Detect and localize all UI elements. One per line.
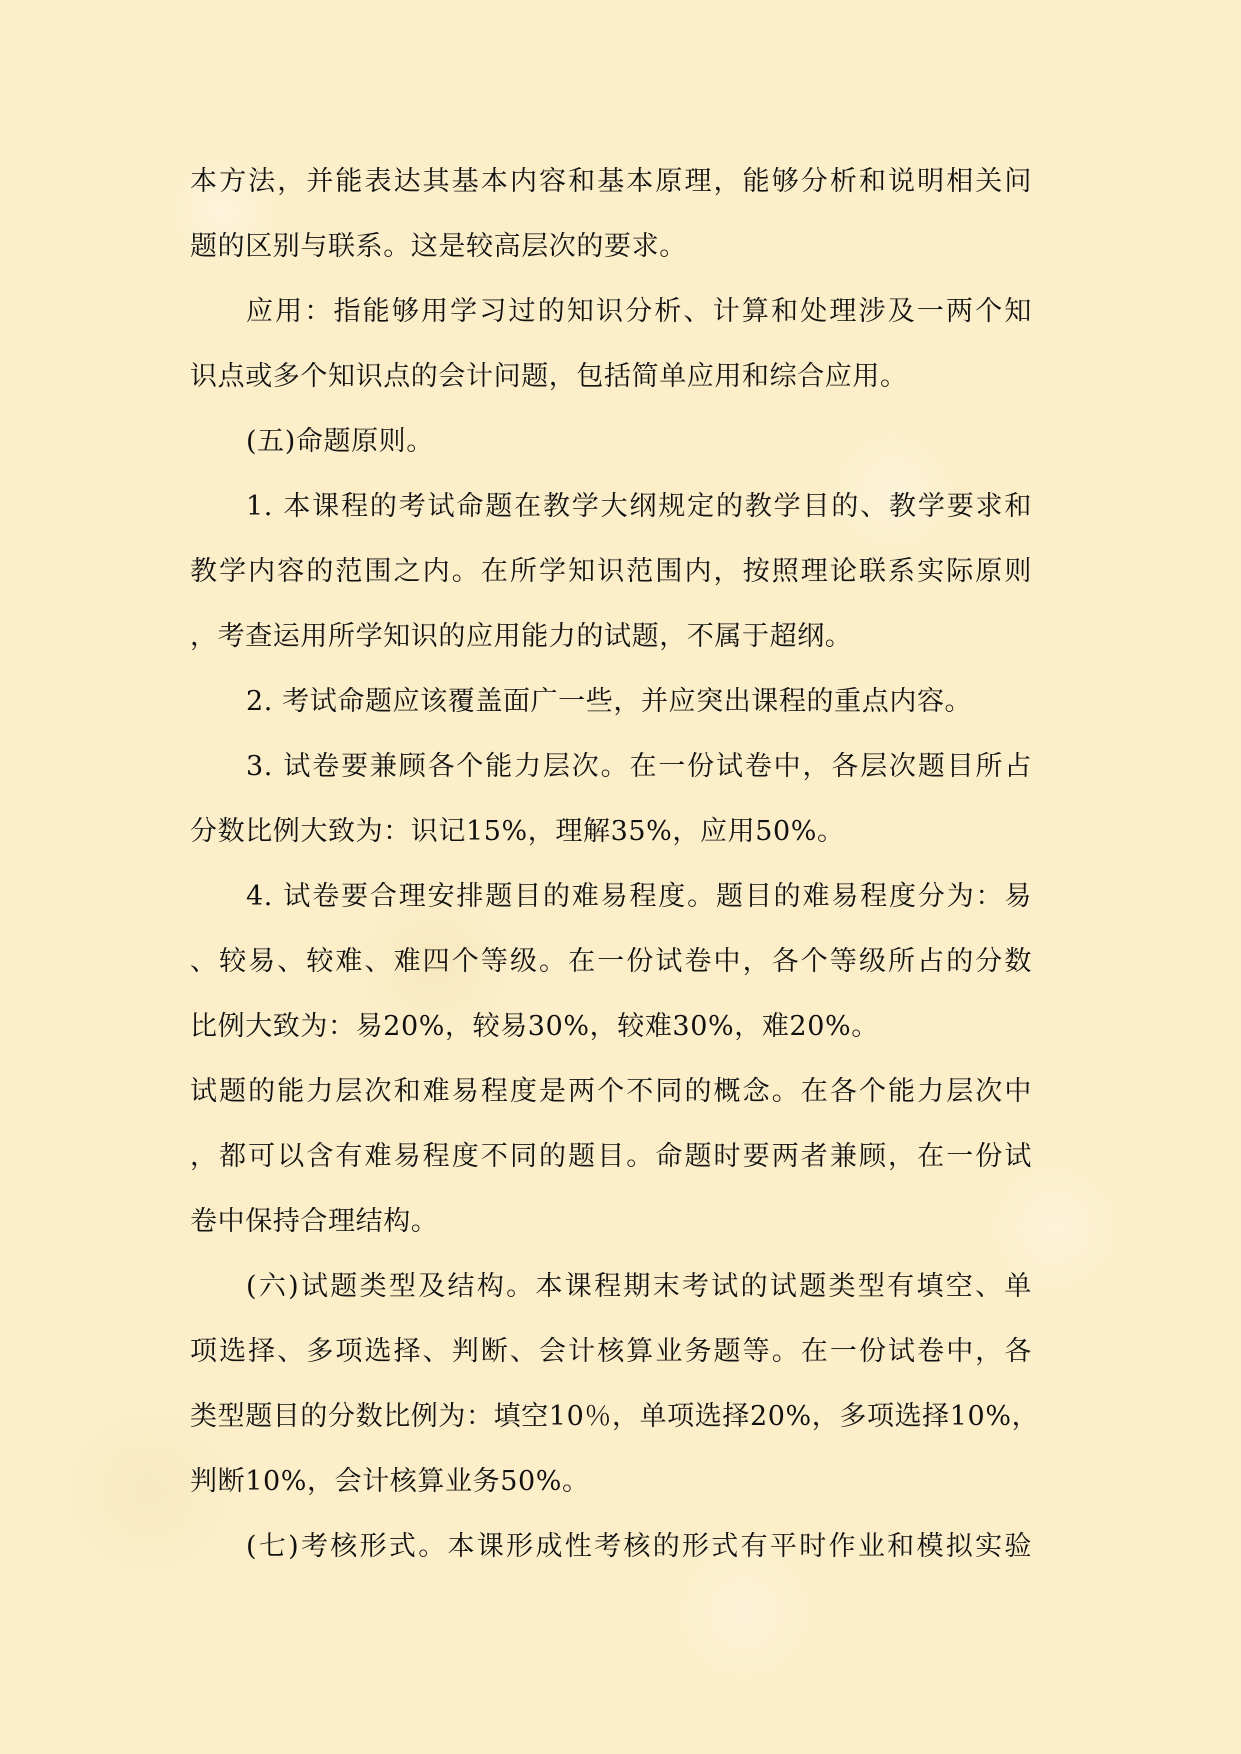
text-line: 题的区别与联系。这是较高层次的要求。: [190, 231, 687, 262]
text-line: 类型题目的分数比例为：填空10％，单项选择20%，多项选择10%，: [190, 1401, 1040, 1432]
text-line: (七)考核形式。本课形成性考核的形式有平时作业和模拟实验: [246, 1531, 1032, 1562]
text-line: 3. 试卷要兼顾各个能力层次。在一份试卷中，各层次题目所占: [246, 751, 1032, 782]
text-line: 本方法，并能表达其基本内容和基本原理，能够分析和说明相关问: [190, 166, 1032, 197]
text-line: 判断10%，会计核算业务50%。: [190, 1466, 590, 1497]
text-line: (六)试题类型及结构。本课程期末考试的试题类型有填空、单: [246, 1271, 1032, 1302]
text-line: 、较易、较难、难四个等级。在一份试卷中，各个等级所占的分数: [190, 946, 1032, 977]
text-line: 2. 考试命题应该覆盖面广一些，并应突出课程的重点内容。: [246, 686, 973, 717]
text-line: 4. 试卷要合理安排题目的难易程度。题目的难易程度分为：易: [246, 881, 1032, 912]
text-line: 1. 本课程的考试命题在教学大纲规定的教学目的、教学要求和: [246, 491, 1032, 522]
text-line: 应用：指能够用学习过的知识分析、计算和处理涉及一两个知: [246, 296, 1032, 327]
text-line: 分数比例大致为：识记15%，理解35%，应用50%。: [190, 816, 845, 847]
text-line: 教学内容的范围之内。在所学知识范围内，按照理论联系实际原则: [190, 556, 1032, 587]
text-line: 试题的能力层次和难易程度是两个不同的概念。在各个能力层次中: [190, 1076, 1032, 1107]
text-line: ，考查运用所学知识的应用能力的试题，不属于超纲。: [190, 621, 853, 652]
section-heading: (五)命题原则。: [246, 426, 434, 457]
text-line: ，都可以含有难易程度不同的题目。命题时要两者兼顾，在一份试: [190, 1141, 1032, 1172]
text-line: 比例大致为：易20%，较易30%，较难30%，难20%。: [190, 1011, 879, 1042]
text-line: 卷中保持合理结构。: [190, 1206, 439, 1237]
text-line: 项选择、多项选择、判断、会计核算业务题等。在一份试卷中，各: [190, 1336, 1032, 1367]
text-line: 识点或多个知识点的会计问题，包括简单应用和综合应用。: [190, 361, 908, 392]
